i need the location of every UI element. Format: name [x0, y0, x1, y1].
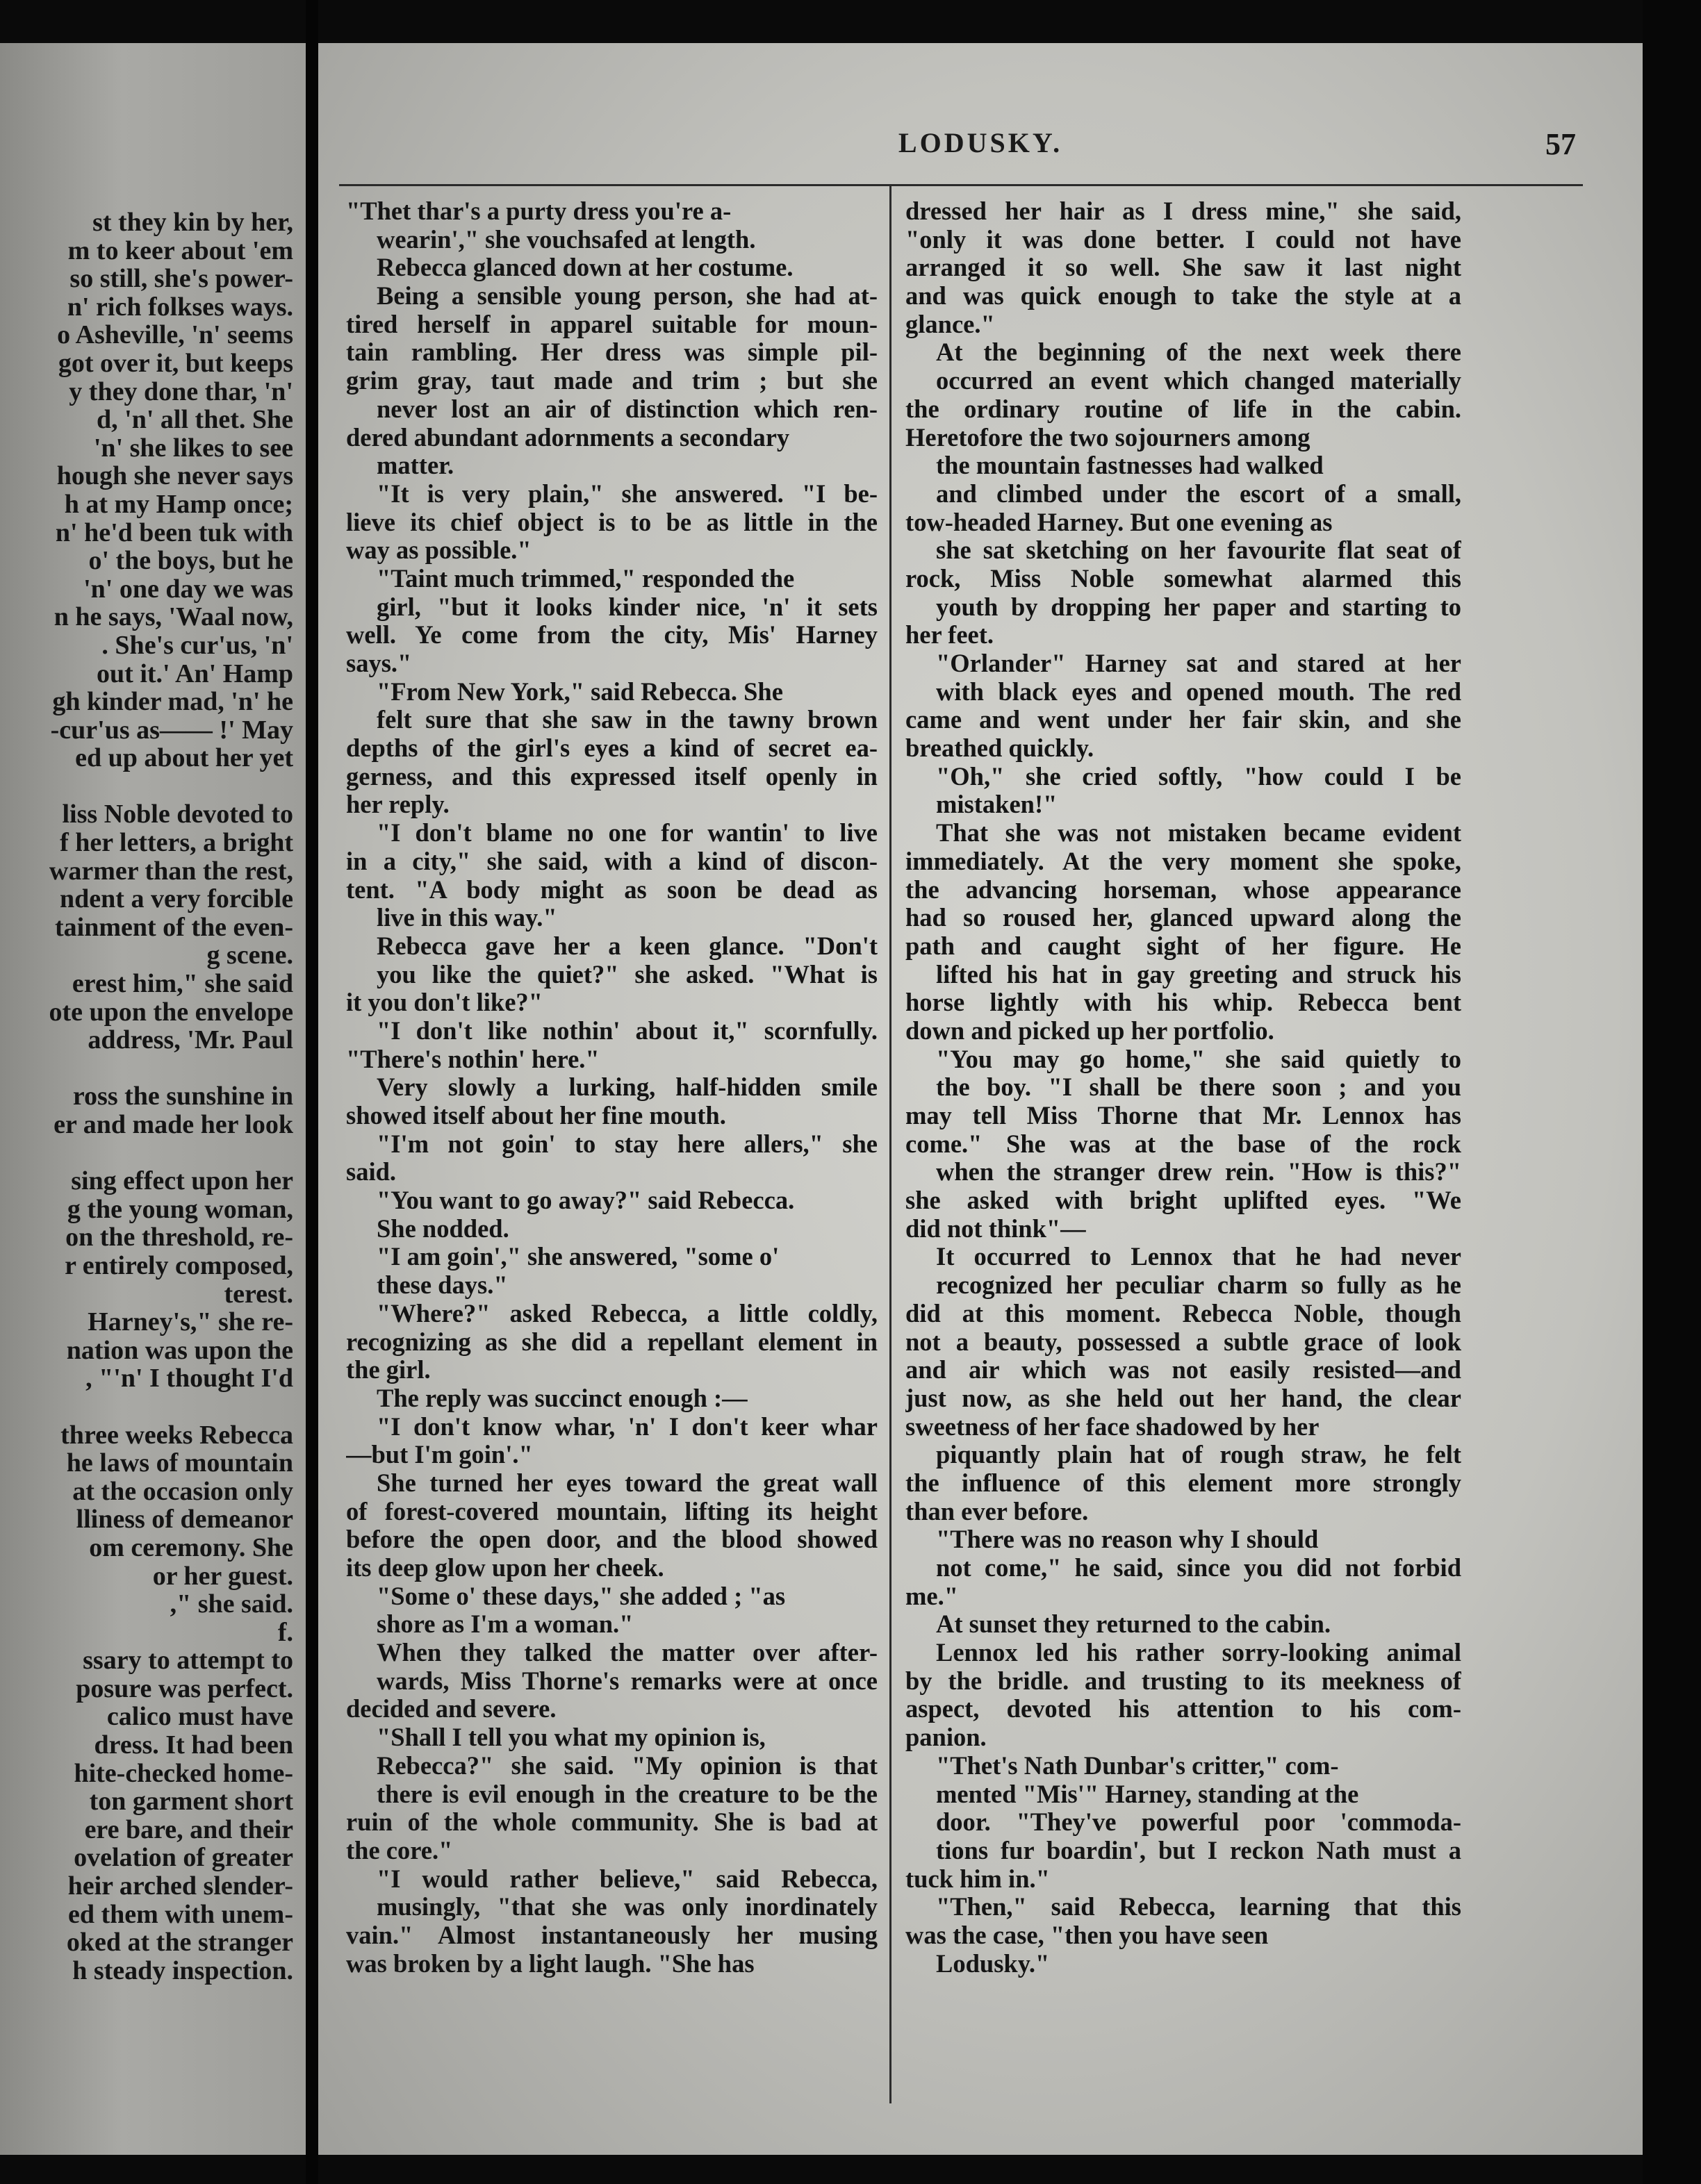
text-line: the girl. [346, 1356, 431, 1384]
text-line: "You may go home," she said quietly to [936, 1045, 1461, 1073]
text-line: these days." [377, 1271, 508, 1300]
text-line: the ordinary routine of life in the cabin. [905, 395, 1461, 423]
text-line: "There was no reason why I should [936, 1525, 1319, 1554]
text-line: n he says, 'Waal now, [54, 603, 293, 631]
text-line: lieve its chief object is to be as little in the [346, 508, 878, 536]
text-line: "Then," said Rebecca, learning that this [936, 1893, 1461, 1921]
text-line: rock, Miss Noble somewhat alarmed this [905, 564, 1461, 593]
text-line: than ever before. [905, 1497, 1089, 1525]
text-line: came and went under her fair skin, and she [905, 706, 1461, 734]
text-line: dered abundant adornments a secondary [346, 423, 790, 452]
text-line [0, 1393, 293, 1421]
text-line: on the threshold, re- [65, 1223, 293, 1252]
text-line: Very slowly a lurking, half-hidden smile [377, 1073, 878, 1102]
text-line [0, 1054, 293, 1083]
text-line: said. [346, 1158, 397, 1186]
text-line: piquantly plain hat of rough straw, he felt [936, 1441, 1461, 1469]
text-line: recognized her peculiar charm so fully as he [936, 1271, 1461, 1300]
text-line: dress. It had been [94, 1731, 293, 1760]
text-line: grim gray, taut made and trim ; but she [346, 367, 878, 395]
text-line: ere bare, and their [84, 1815, 293, 1844]
text-line: her feet. [905, 621, 994, 650]
text-line: depths of the girl's eyes a kind of secret ea- [346, 734, 878, 763]
text-line: and climbed under the escort of a small, [936, 479, 1461, 508]
text-line: o' the boys, but he [88, 547, 293, 575]
text-line: Being a sensible young person, she had at- [377, 282, 878, 311]
text-line: That she was not mistaken became evident [936, 819, 1461, 847]
book-page [318, 43, 1643, 2155]
text-line: sing effect upon her [71, 1167, 293, 1196]
text-line: "Oh," she cried softly, "how could I be [936, 762, 1461, 791]
text-line: "Thet thar's a purty dress you're a- [346, 197, 732, 225]
text-line: of forest-covered mountain, lifting its height [346, 1497, 878, 1525]
text-line: the mountain fastnesses had walked [936, 452, 1324, 480]
text-line: you like the quiet?" she asked. "What is [377, 960, 878, 988]
text-line: musingly, "that she was only inordinately [377, 1893, 878, 1921]
text-line: youth by dropping her paper and starting to [936, 593, 1461, 621]
running-head: LODUSKY. [898, 127, 1063, 158]
text-line: At the beginning of the next week there [936, 338, 1461, 367]
text-line: tainment of the even- [55, 913, 293, 942]
text-line: and was quick enough to take the style at a [905, 282, 1461, 311]
text-line: decided and severe. [346, 1695, 557, 1723]
text-line: did at this moment. Rebecca Noble, though [905, 1299, 1461, 1327]
text-line: hough she never says [56, 462, 293, 490]
text-line: panion. [905, 1723, 987, 1752]
text-line: st they kin by her, [92, 208, 293, 237]
text-line: me." [905, 1582, 958, 1610]
text-line: nation was upon the [66, 1336, 293, 1365]
text-line: and air which was not easily resisted—and [905, 1356, 1461, 1384]
text-line: breathed quickly. [905, 734, 1094, 763]
text-line: "I don't blame no one for wantin' to live [377, 819, 878, 847]
text-line: . She's cur'us, 'n' [101, 631, 293, 660]
text-line: -cur'us as—— !' May [50, 715, 293, 745]
text-line: Rebecca glanced down at her costume. [377, 254, 794, 282]
text-line: "From New York," said Rebecca. She [377, 677, 783, 706]
text-line: —but I'm goin'." [346, 1441, 533, 1469]
text-line: "I'm not goin' to stay here allers," she [377, 1130, 878, 1158]
text-line: she asked with bright uplifted eyes. "We [905, 1186, 1461, 1215]
text-line: wearin'," she vouchsafed at length. [377, 225, 756, 254]
text-line: ," she said. [170, 1590, 293, 1619]
text-line: "I don't like nothin' about it," scornfully. [377, 1016, 878, 1045]
text-line: ndent a very forcible [60, 885, 293, 913]
text-line: the core." [346, 1836, 453, 1864]
previous-page-column [0, 208, 293, 1985]
text-line: When they talked the matter over after- [377, 1639, 878, 1667]
text-line: with black eyes and opened mouth. The red [936, 677, 1461, 706]
text-line: way as possible." [346, 536, 532, 565]
text-line: address, 'Mr. Paul [88, 1026, 293, 1054]
text-line: f. [277, 1618, 293, 1647]
text-line: tow-headed Harney. But one evening as [905, 508, 1333, 536]
text-line: matter. [377, 452, 454, 480]
text-line: "Taint much trimmed," responded the [377, 564, 795, 593]
text-line: her reply. [346, 791, 450, 819]
text-line: "Thet's Nath Dunbar's critter," com- [936, 1751, 1339, 1780]
text-line [0, 772, 293, 801]
text-line: r entirely composed, [65, 1251, 293, 1280]
text-line: ruin of the whole community. She is bad at [346, 1808, 878, 1837]
text-line: mistaken!" [936, 791, 1058, 819]
text-line: Lennox led his rather sorry-looking animal [936, 1639, 1461, 1667]
text-line: n' he'd been tuk with [55, 518, 293, 547]
text-line: when the stranger drew rein. "How is this?" [936, 1158, 1461, 1186]
text-line: Heretofore the two sojourners among [905, 423, 1310, 452]
text-line: not come," he said, since you did not forbid [936, 1554, 1461, 1582]
text-line: was broken by a light laugh. "She has [346, 1949, 755, 1978]
text-line: did not think"— [905, 1214, 1086, 1243]
text-line: the advancing horseman, whose appearance [905, 875, 1461, 904]
text-line: "I don't know whar, 'n' I don't keer whar [377, 1412, 878, 1441]
text-line: down and picked up her portfolio. [905, 1016, 1274, 1045]
text-line: wards, Miss Thorne's remarks were at once [377, 1666, 878, 1695]
text-line: h steady inspection. [72, 1956, 293, 1985]
page-header [318, 126, 1643, 168]
text-line: showed itself about her fine mouth. [346, 1102, 726, 1130]
text-line: lifted his hat in gay greeting and struck his [936, 960, 1461, 988]
text-line: door. "They've powerful poor 'commoda- [936, 1808, 1461, 1837]
text-line: "only it was done better. I could not have [905, 225, 1461, 254]
text-line: dressed her hair as I dress mine," she said, [905, 197, 1461, 225]
text-line: vain." Almost instantaneously her musing [346, 1921, 878, 1949]
text-line: tent. "A body might as soon be dead as [346, 875, 878, 904]
text-line: g scene. [206, 941, 293, 970]
text-line: "Orlander" Harney sat and stared at her [936, 650, 1461, 677]
text-line: girl, "but it looks kinder nice, 'n' it sets [377, 593, 878, 621]
text-line: It occurred to Lennox that he had never [936, 1243, 1461, 1271]
text-line: ed them with unem- [67, 1900, 293, 1929]
text-line: , "'n' I thought I'd [85, 1364, 293, 1393]
text-line: "Some o' these days," she added ; "as [377, 1582, 786, 1610]
text-line: "Where?" asked Rebecca, a little coldly, [377, 1299, 878, 1327]
text-line: Lodusky." [936, 1949, 1050, 1978]
page-number: 57 [1545, 127, 1576, 161]
header-rule [339, 184, 1583, 186]
text-line: hite-checked home- [74, 1759, 293, 1788]
text-line: out it.' An' Hamp [97, 659, 293, 688]
text-line: liss Noble devoted to [62, 800, 293, 829]
text-line: "I would rather believe," said Rebecca, [377, 1864, 878, 1893]
text-line: Rebecca gave her a keen glance. "Don't [377, 932, 878, 960]
text-line: ovelation of greater [74, 1844, 293, 1873]
text-line: says." [346, 650, 412, 677]
text-line: y they done thar, 'n' [69, 377, 293, 406]
text-column-left [346, 197, 878, 1978]
text-line: The reply was succinct enough :— [377, 1384, 748, 1412]
text-line: immediately. At the very moment she spoke, [905, 847, 1461, 875]
text-line: warmer than the rest, [49, 857, 293, 886]
text-line: "It is very plain," she answered. "I be- [377, 479, 878, 508]
text-line: before the open door, and the blood showed [346, 1525, 878, 1554]
text-line: ross the sunshine in [72, 1082, 293, 1111]
text-line: the influence of this element more strongly [905, 1469, 1461, 1497]
column-divider [889, 186, 891, 2103]
text-line: he laws of mountain [66, 1449, 293, 1478]
text-line [0, 1139, 293, 1168]
text-line: gerness, and this expressed itself openly in [346, 762, 878, 791]
text-line: n' rich folkses ways. [67, 292, 293, 322]
text-line: had so roused her, glanced upward along the [905, 904, 1461, 932]
text-line: or her guest. [152, 1562, 293, 1591]
text-line: not a beauty, possessed a subtle grace of look [905, 1327, 1461, 1356]
text-line: was the case, "then you have seen [905, 1921, 1269, 1949]
text-line: well. Ye come from the city, Mis' Harney [346, 621, 878, 650]
text-line: shore as I'm a woman." [377, 1610, 634, 1639]
text-line: felt sure that she saw in the tawny brown [377, 706, 878, 734]
text-line: live in this way." [377, 904, 557, 932]
text-line: o Asheville, 'n' seems [57, 321, 293, 349]
book-gutter [306, 0, 318, 2184]
text-line: om ceremony. She [89, 1533, 293, 1562]
text-line: terest. [224, 1280, 293, 1309]
text-line: got over it, but keeps [58, 349, 293, 378]
text-line: mented "Mis'" Harney, standing at the [936, 1780, 1359, 1808]
text-line: sweetness of her face shadowed by her [905, 1412, 1320, 1441]
text-line: tions fur boardin', but I reckon Nath must a [936, 1836, 1461, 1864]
text-line: ote upon the envelope [49, 998, 293, 1027]
text-line: ssary to attempt to [83, 1646, 293, 1675]
text-line: ed up about her yet [75, 744, 293, 772]
text-line: She turned her eyes toward the great wall [377, 1469, 878, 1497]
text-line: come." She was at the base of the rock [905, 1130, 1461, 1158]
text-line: glance." [905, 310, 995, 338]
text-line: occurred an event which changed materially [936, 367, 1461, 395]
text-line: ton garment short [89, 1787, 293, 1816]
text-line: d, 'n' all thet. She [97, 406, 293, 434]
text-line: At sunset they returned to the cabin. [936, 1610, 1331, 1639]
text-line: "You want to go away?" said Rebecca. [377, 1186, 795, 1215]
text-line: at the occasion only [72, 1477, 293, 1506]
text-line: "I am goin'," she answered, "some o' [377, 1243, 780, 1271]
text-line: so still, she's power- [69, 265, 293, 293]
text-line: She nodded. [377, 1214, 509, 1243]
text-line: three weeks Rebecca [60, 1421, 293, 1450]
text-line: f her letters, a bright [60, 829, 293, 857]
text-line: 'n' she likes to see [93, 433, 293, 463]
previous-page-fragment [0, 43, 306, 2155]
text-line: "Shall I tell you what my opinion is, [377, 1723, 766, 1752]
text-line: tain rambling. Her dress was simple pil- [346, 338, 878, 367]
text-line: its deep glow upon her cheek. [346, 1554, 664, 1582]
text-line: calico must have [106, 1703, 293, 1732]
text-line: never lost an air of distinction which ren- [377, 395, 878, 423]
text-line: Rebecca?" she said. "My opinion is that [377, 1751, 878, 1780]
text-line: in a city," she said, with a kind of discon- [346, 847, 878, 875]
text-line: erest him," she said [72, 970, 293, 998]
text-line: lliness of demeanor [76, 1505, 293, 1534]
text-line: h at my Hamp once; [64, 490, 293, 519]
text-line: the boy. "I shall be there soon ; and you [936, 1073, 1461, 1102]
text-line: oked at the stranger [66, 1928, 293, 1957]
text-line: g the young woman, [67, 1195, 293, 1224]
text-line: there is evil enough in the creature to be the [377, 1780, 878, 1808]
text-line: arranged it so well. She saw it last night [905, 254, 1461, 282]
text-line: recognizing as she did a repellant element in [346, 1327, 878, 1356]
text-line: m to keer about 'em [67, 236, 293, 265]
scan-border [1643, 0, 1701, 2184]
text-line: by the bridle. and trusting to its meekness of [905, 1666, 1461, 1695]
text-line: 'n' one day we was [83, 574, 293, 604]
text-line: path and caught sight of her figure. He [905, 932, 1461, 960]
text-line: Harney's," she re- [88, 1308, 293, 1337]
text-line: it you don't like?" [346, 988, 543, 1017]
text-column-right [905, 197, 1461, 1978]
text-line: she sat sketching on her favourite flat seat of [936, 536, 1461, 565]
text-line: posure was perfect. [76, 1674, 293, 1703]
text-line: heir arched slender- [67, 1872, 293, 1901]
text-line: may tell Miss Thorne that Mr. Lennox has [905, 1102, 1461, 1130]
text-line: aspect, devoted his attention to his com- [905, 1695, 1461, 1723]
text-line: just now, as she held out her hand, the clear [905, 1384, 1461, 1412]
text-line: tuck him in." [905, 1864, 1050, 1893]
text-line: er and made her look [54, 1111, 293, 1139]
text-line: tired herself in apparel suitable for moun- [346, 310, 878, 338]
text-line: "There's nothin' here." [346, 1045, 600, 1073]
text-line: gh kinder mad, 'n' he [52, 688, 293, 716]
text-line: horse lightly with his whip. Rebecca bent [905, 988, 1461, 1017]
